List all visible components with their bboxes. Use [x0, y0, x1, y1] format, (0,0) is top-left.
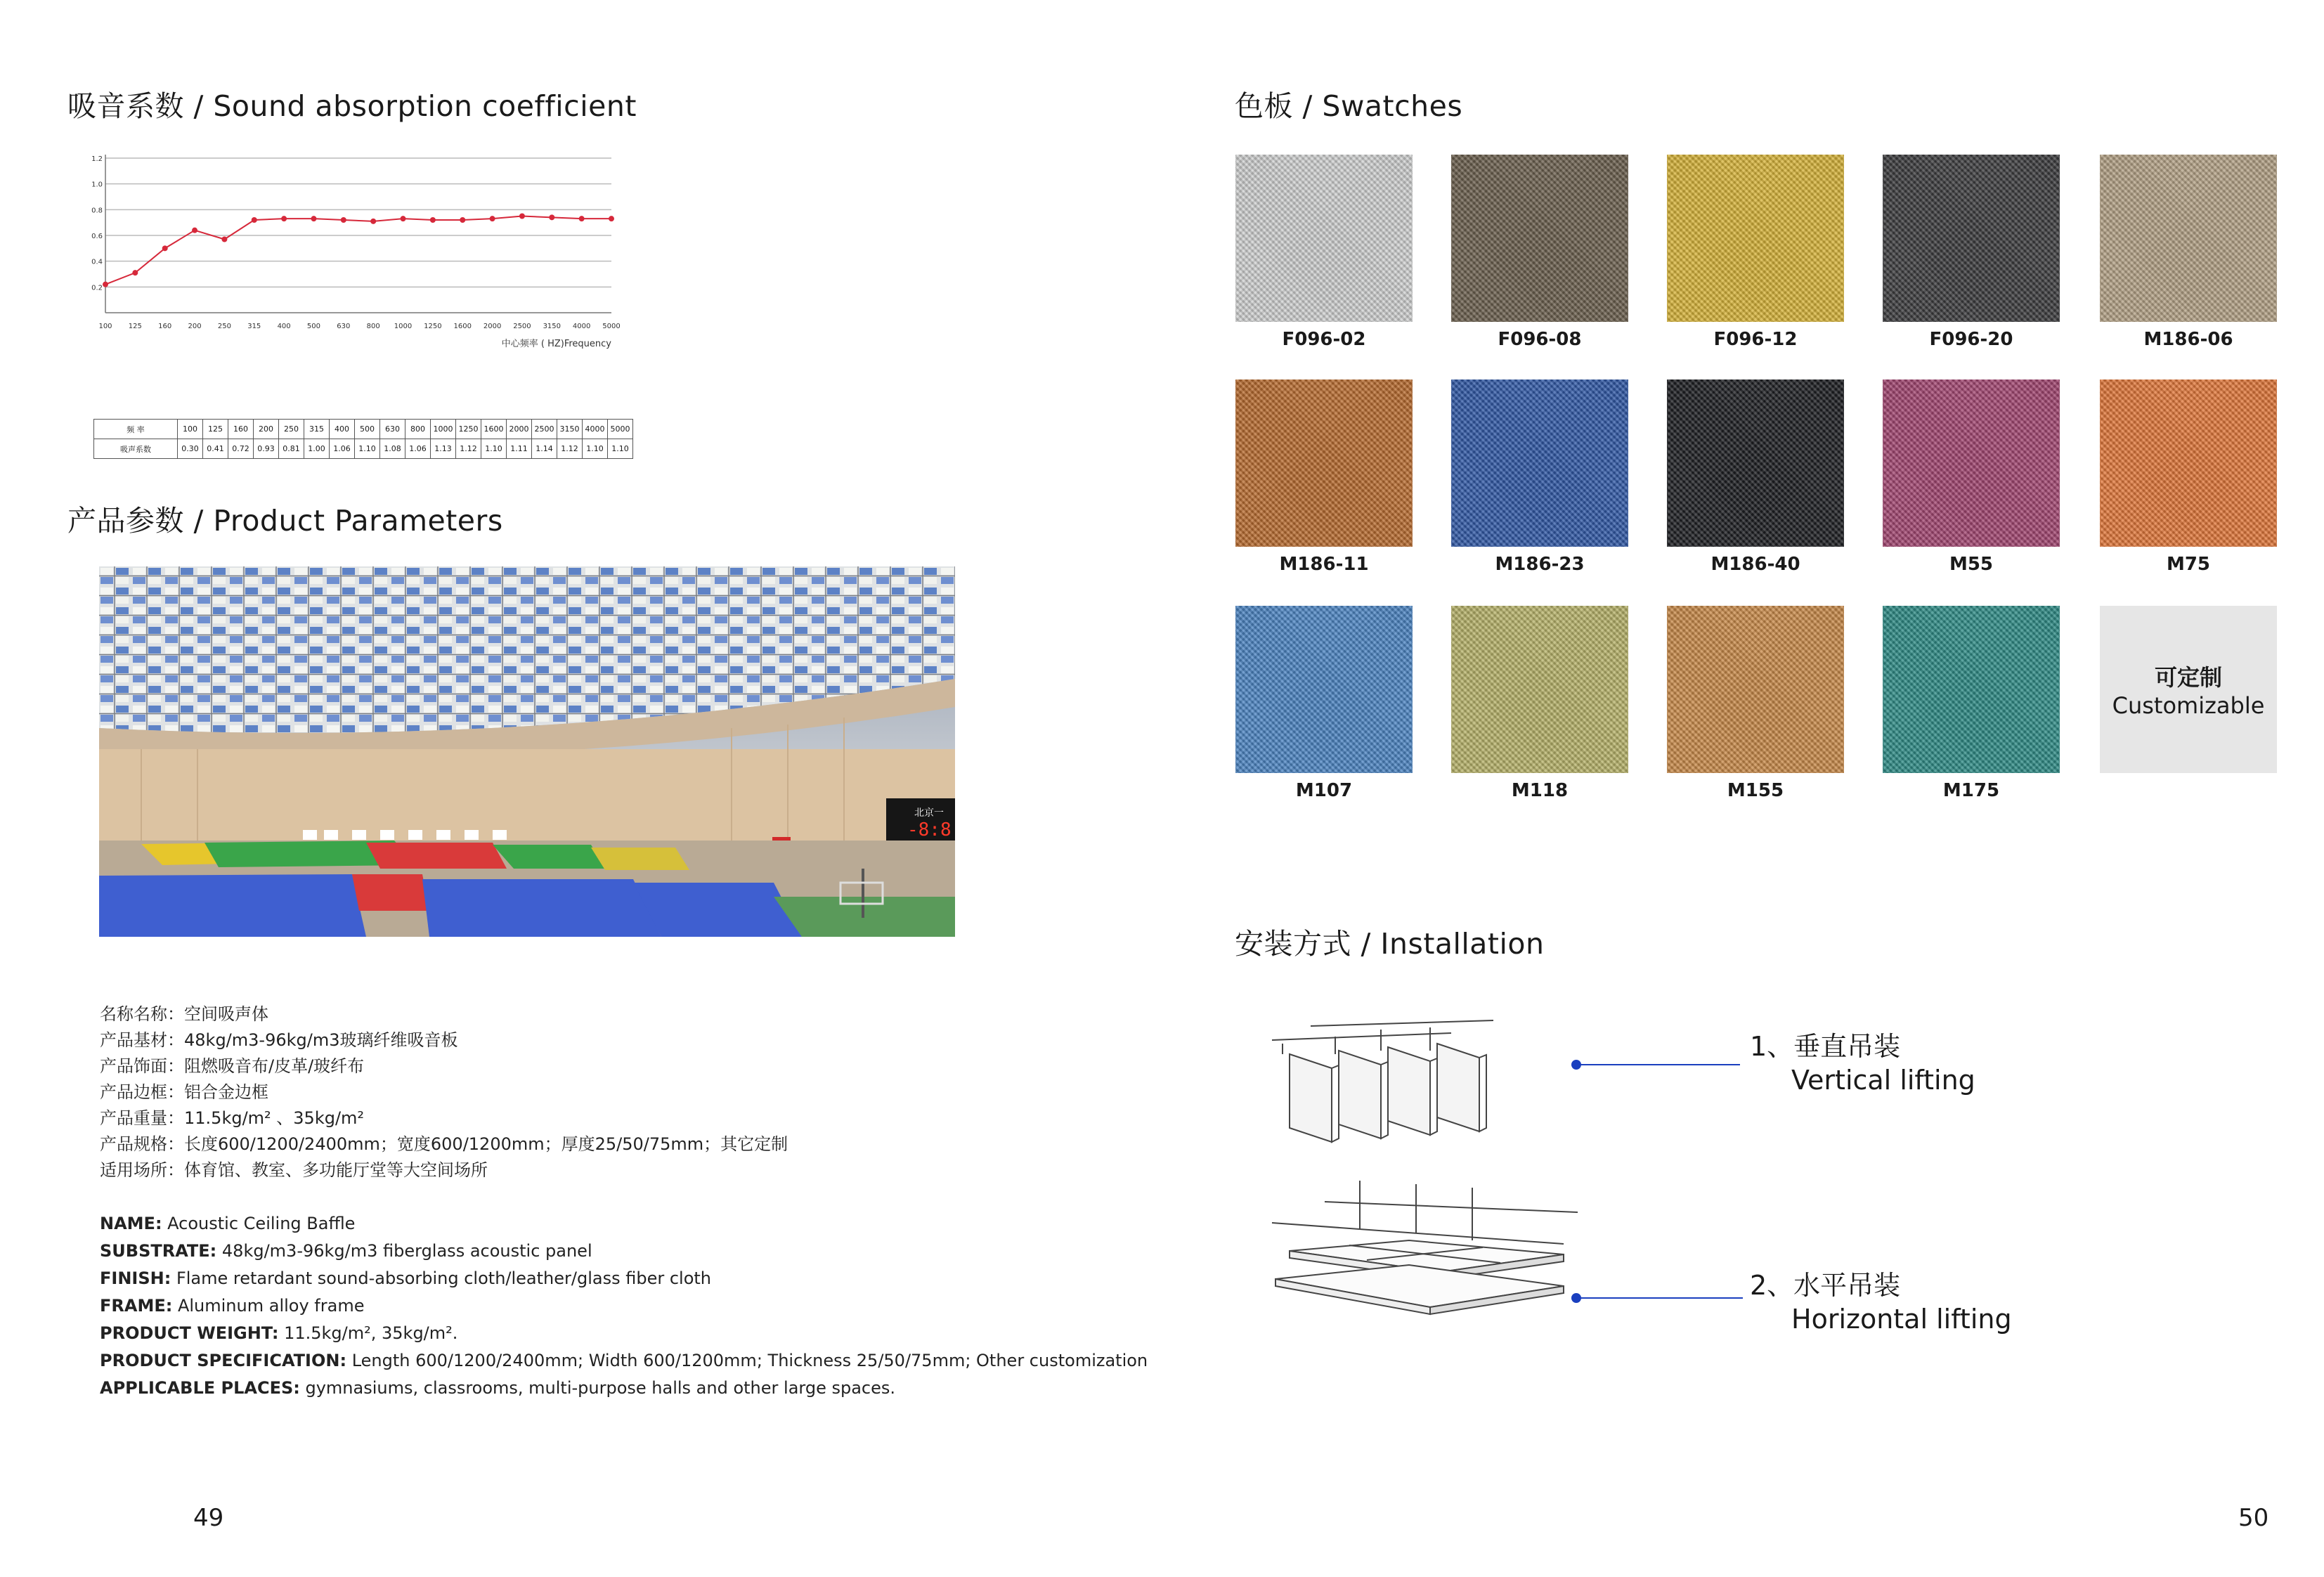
horizontal-pointer-line — [1580, 1297, 1743, 1299]
arena-illustration — [99, 566, 955, 937]
table-cell-coefficient: 1.12 — [456, 439, 481, 459]
x-tick-label: 200 — [188, 323, 202, 330]
table-cell-frequency: 3150 — [557, 420, 583, 439]
data-point — [490, 216, 495, 221]
swatch-m186-23 — [1451, 379, 1628, 547]
x-tick-label: 5000 — [602, 323, 621, 330]
param-cn-value: 铝合金边框 — [184, 1082, 268, 1102]
customizable-cn: 可定制 — [2154, 664, 2222, 691]
x-tick-label: 4000 — [572, 323, 591, 330]
param-en-value: 48kg/m3-96kg/m3 fiberglass acoustic panel — [216, 1241, 592, 1261]
table-cell-coefficient: 1.13 — [431, 439, 456, 459]
param-cn-label: 适用场所： — [100, 1160, 184, 1180]
param-cn-value: 体育馆、教室、多功能厅堂等大空间场所 — [184, 1160, 488, 1180]
data-point — [579, 216, 585, 221]
horizontal-lifting-cn: 2、水平吊装 — [1750, 1270, 1901, 1301]
scoreboard-text: 北京一 — [914, 807, 944, 819]
param-en-row — [100, 1320, 1148, 1347]
vertical-lifting-label — [1750, 1030, 1975, 1097]
chart-x-ticks — [98, 323, 620, 330]
swatch-f096-02 — [1235, 155, 1413, 322]
swatch-f096-12 — [1667, 155, 1844, 322]
table-cell-coefficient: 1.10 — [481, 439, 507, 459]
swatch-code: M175 — [1942, 780, 2000, 801]
param-en-label: SUBSTRATE: — [100, 1241, 217, 1261]
swatch-code: F096-02 — [1282, 329, 1366, 350]
table-cell-frequency: 1250 — [456, 420, 481, 439]
data-point — [430, 217, 436, 223]
x-tick-label: 500 — [306, 323, 321, 330]
x-tick-label: 800 — [366, 323, 380, 330]
data-point — [221, 237, 227, 242]
parameters-title: 产品参数 / Product Parameters — [67, 504, 503, 538]
param-en-label: APPLICABLE PLACES: — [100, 1378, 300, 1398]
param-en-row — [100, 1292, 1148, 1320]
param-cn-value: 长度600/1200/2400mm；宽度600/1200mm；厚度25/50/75mm；其它定制 — [184, 1134, 788, 1154]
param-en-value: Acoustic Ceiling Baffle — [162, 1214, 356, 1233]
swatch-m186-06 — [2100, 155, 2277, 322]
data-point — [311, 216, 316, 221]
swatches-title: 色板 / Swatches — [1235, 89, 1463, 123]
param-en-row — [100, 1375, 1148, 1402]
vertical-lifting-en: Vertical lifting — [1791, 1065, 1975, 1096]
swatch-code: M107 — [1295, 780, 1353, 801]
param-en-row — [100, 1265, 1148, 1292]
y-tick-label: 1.0 — [91, 181, 103, 189]
param-cn-label: 产品基材： — [100, 1030, 184, 1050]
swatch-m75 — [2100, 379, 2277, 547]
table-cell-frequency: 500 — [355, 420, 380, 439]
absorption-chart — [77, 144, 625, 383]
x-tick-label: 630 — [337, 323, 351, 330]
page-number-right: 50 — [2238, 1504, 2269, 1532]
param-cn-label: 产品重量： — [100, 1108, 184, 1128]
param-en-value: Length 600/1200/2400mm; Width 600/1200mm; Thickness 25/50/75mm; Other customization — [346, 1351, 1148, 1370]
chart-series-line — [105, 216, 611, 285]
param-cn-label: 产品边框： — [100, 1082, 184, 1102]
customizable-swatch — [2100, 606, 2277, 773]
table-row — [94, 420, 633, 439]
table-cell-frequency: 4000 — [583, 420, 608, 439]
product-parameters-cn — [100, 1001, 788, 1183]
table-cell-coefficient: 1.08 — [380, 439, 405, 459]
product-parameters-en — [100, 1210, 1148, 1402]
param-cn-label: 名称名称： — [100, 1004, 184, 1024]
table-cell-coefficient: 1.10 — [583, 439, 608, 459]
x-tick-label: 2000 — [483, 323, 502, 330]
table-cell-frequency: 160 — [228, 420, 254, 439]
swatch-code: F096-08 — [1498, 329, 1582, 350]
param-en-label: PRODUCT WEIGHT: — [100, 1323, 279, 1343]
param-cn-row — [100, 1131, 788, 1157]
installation-title: 安装方式 / Installation — [1235, 927, 1545, 961]
param-cn-value: 空间吸声体 — [184, 1004, 268, 1024]
scoreboard-digits-1: -8:8 — [907, 819, 952, 841]
table-cell-coefficient: 1.06 — [330, 439, 355, 459]
y-tick-label: 1.2 — [91, 155, 103, 163]
swatch-code: M118 — [1511, 780, 1569, 801]
table-cell-coefficient: 1.11 — [507, 439, 532, 459]
table-row — [94, 439, 633, 459]
param-cn-row — [100, 1105, 788, 1131]
chart-grid — [105, 155, 611, 313]
y-tick-label: 0.8 — [91, 207, 103, 215]
customizable-en: Customizable — [2112, 692, 2265, 719]
swatch-code: M75 — [2166, 554, 2211, 575]
horizontal-lifting-diagram — [1268, 1174, 1592, 1335]
data-point — [401, 216, 406, 221]
param-en-value: Flame retardant sound-absorbing cloth/leather/glass fiber cloth — [171, 1268, 711, 1288]
swatch-code: M186-11 — [1279, 554, 1369, 575]
swatch-m175 — [1883, 606, 2060, 773]
param-cn-row — [100, 1027, 788, 1053]
param-en-row — [100, 1238, 1148, 1265]
horizontal-lifting-label — [1750, 1268, 2012, 1336]
table-cell-frequency: 200 — [254, 420, 279, 439]
data-point — [252, 217, 257, 223]
param-en-row — [100, 1210, 1148, 1238]
swatch-m186-40 — [1667, 379, 1844, 547]
x-tick-label: 160 — [158, 323, 172, 330]
param-cn-label: 产品规格： — [100, 1134, 184, 1154]
param-cn-value: 阻燃吸音布/皮革/玻纤布 — [184, 1056, 365, 1076]
data-point — [162, 245, 168, 251]
param-cn-label: 产品饰面： — [100, 1056, 184, 1076]
table-cell-frequency: 630 — [380, 420, 405, 439]
table-row-label: 频 率 — [94, 420, 178, 439]
vertical-pointer-line — [1580, 1064, 1740, 1065]
data-point — [132, 270, 138, 275]
table-cell-coefficient: 0.81 — [279, 439, 304, 459]
y-tick-label: 0.2 — [91, 284, 103, 292]
arena-photo — [99, 566, 955, 937]
data-point — [519, 214, 525, 219]
table-cell-frequency: 800 — [405, 420, 431, 439]
data-point — [370, 219, 376, 224]
swatch-m155 — [1667, 606, 1844, 773]
chart-points — [103, 214, 614, 287]
swatch-m107 — [1235, 606, 1413, 773]
x-tick-label: 1600 — [453, 323, 472, 330]
swatch-code: M186-23 — [1495, 554, 1585, 575]
vertical-lifting-cn: 1、垂直吊装 — [1750, 1031, 1901, 1062]
x-tick-label: 3150 — [543, 323, 561, 330]
x-tick-label: 315 — [247, 323, 261, 330]
param-en-value: gymnasiums, classrooms, multi-purpose halls and other large spaces. — [299, 1378, 896, 1398]
x-tick-label: 250 — [217, 323, 231, 330]
table-cell-coefficient: 1.00 — [304, 439, 330, 459]
page-number-left: 49 — [193, 1504, 224, 1532]
chart-y-ticks — [91, 155, 103, 292]
table-cell-frequency: 125 — [203, 420, 228, 439]
param-cn-value: 11.5kg/m² 、35kg/m² — [184, 1108, 365, 1128]
data-point — [549, 214, 554, 220]
param-en-label: FRAME: — [100, 1296, 173, 1316]
table-cell-coefficient: 0.93 — [254, 439, 279, 459]
data-point — [460, 217, 465, 223]
table-cell-coefficient: 1.10 — [355, 439, 380, 459]
table-cell-frequency: 2500 — [532, 420, 557, 439]
param-cn-row — [100, 1079, 788, 1105]
param-cn-row — [100, 1157, 788, 1183]
swatch-f096-08 — [1451, 155, 1628, 322]
data-point — [281, 216, 287, 221]
y-tick-label: 0.4 — [91, 258, 103, 266]
swatch-m186-11 — [1235, 379, 1413, 547]
param-en-row — [100, 1347, 1148, 1375]
table-cell-coefficient: 0.30 — [178, 439, 203, 459]
vertical-lifting-diagram — [1268, 1012, 1592, 1153]
swatch-code: M186-40 — [1710, 554, 1800, 575]
param-cn-row — [100, 1053, 788, 1079]
data-point — [192, 228, 197, 233]
swatch-f096-20 — [1883, 155, 2060, 322]
param-en-label: NAME: — [100, 1214, 162, 1233]
table-cell-coefficient: 1.12 — [557, 439, 583, 459]
table-cell-coefficient: 0.41 — [203, 439, 228, 459]
swatch-m118 — [1451, 606, 1628, 773]
table-cell-coefficient: 0.72 — [228, 439, 254, 459]
swatch-m55 — [1883, 379, 2060, 547]
param-cn-row — [100, 1001, 788, 1027]
table-cell-frequency: 5000 — [608, 420, 633, 439]
swatch-code: M186-06 — [2143, 329, 2233, 350]
data-point — [341, 217, 346, 223]
data-point — [609, 216, 614, 221]
x-tick-label: 1000 — [394, 323, 413, 330]
x-tick-label: 400 — [277, 323, 291, 330]
data-point — [103, 282, 108, 287]
table-cell-coefficient: 1.06 — [405, 439, 431, 459]
swatch-code: M55 — [1949, 554, 1994, 575]
param-cn-value: 48kg/m3-96kg/m3玻璃纤维吸音板 — [184, 1030, 458, 1050]
table-cell-frequency: 315 — [304, 420, 330, 439]
y-tick-label: 0.6 — [91, 233, 103, 240]
table-cell-frequency: 100 — [178, 420, 203, 439]
x-tick-label: 100 — [98, 323, 112, 330]
swatch-code: F096-20 — [1929, 329, 2013, 350]
table-cell-frequency: 400 — [330, 420, 355, 439]
swatch-code: F096-12 — [1713, 329, 1798, 350]
x-tick-label: 1250 — [424, 323, 442, 330]
swatch-code: M155 — [1727, 780, 1784, 801]
table-cell-frequency: 1000 — [431, 420, 456, 439]
table-row-label: 吸声系数 — [94, 439, 178, 459]
param-en-label: FINISH: — [100, 1268, 171, 1288]
x-tick-label: 2500 — [513, 323, 531, 330]
table-cell-frequency: 1600 — [481, 420, 507, 439]
table-cell-coefficient: 1.10 — [608, 439, 633, 459]
table-cell-coefficient: 1.14 — [532, 439, 557, 459]
table-cell-frequency: 2000 — [507, 420, 532, 439]
table-cell-frequency: 250 — [279, 420, 304, 439]
param-en-value: 11.5kg/m², 35kg/m². — [278, 1323, 458, 1343]
frequency-table — [93, 419, 633, 459]
chart-x-label: 中心频率 ( HZ)Frequency — [501, 339, 611, 349]
horizontal-lifting-en: Horizontal lifting — [1791, 1304, 2012, 1335]
x-tick-label: 125 — [128, 323, 142, 330]
absorption-title: 吸音系数 / Sound absorption coefficient — [67, 89, 637, 123]
param-en-value: Aluminum alloy frame — [172, 1296, 365, 1316]
param-en-label: PRODUCT SPECIFICATION: — [100, 1351, 347, 1370]
